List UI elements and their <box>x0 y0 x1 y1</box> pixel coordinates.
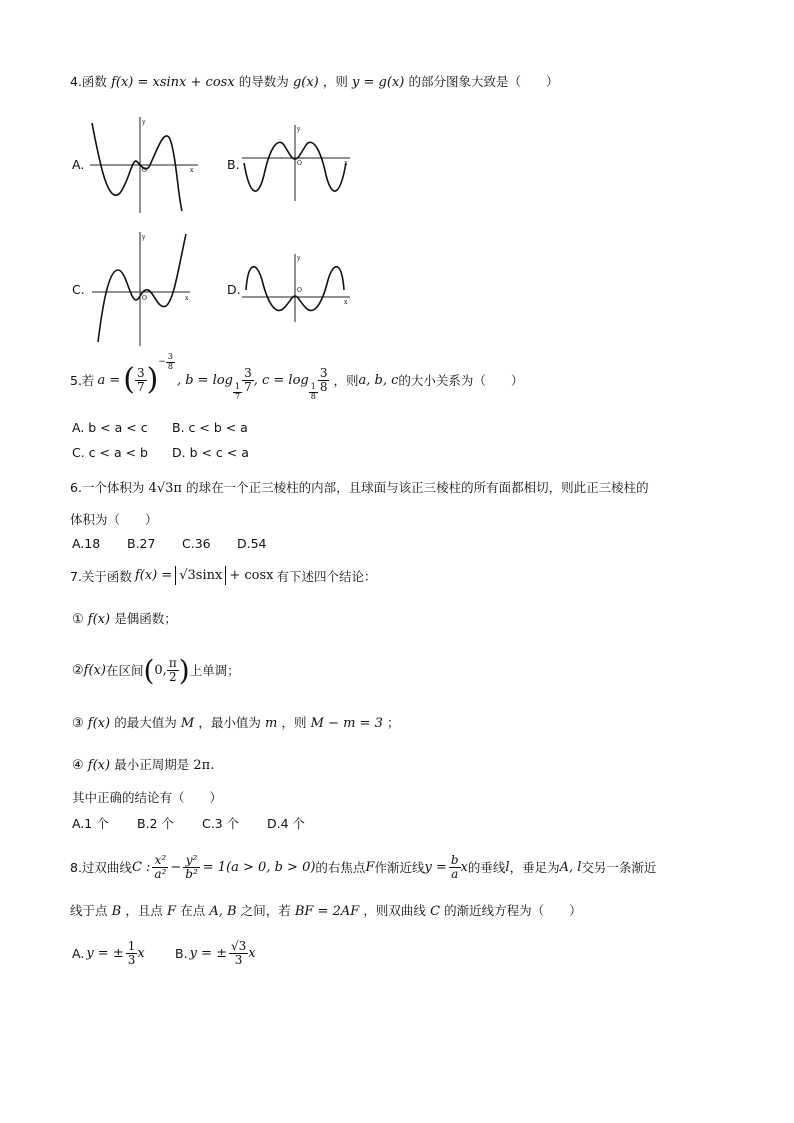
q5-option-c[interactable]: C. c < a < b <box>72 445 148 460</box>
q7-s3-mark: ③ <box>72 716 84 731</box>
q7-s3-c: ，则 <box>281 715 307 730</box>
q7-s3-b: ，最小值为 <box>198 715 261 730</box>
q8-minus: − <box>170 859 182 875</box>
q8-mid5: 交另一条渐近 <box>581 860 657 875</box>
q4-suffix: 的部分图象大致是（ ） <box>408 74 559 89</box>
q8-mid4: ，垂足为 <box>509 860 560 875</box>
q7-option-d[interactable]: D.4 个 <box>267 816 306 831</box>
graph-b-x-label: x <box>344 160 348 167</box>
q6-option-d[interactable]: D.54 <box>237 536 267 551</box>
graph-b-origin: O <box>297 160 302 167</box>
q8-line2-f: 的渐近线方程为（ ） <box>444 903 582 918</box>
graph-d-icon <box>240 252 355 324</box>
q8-eq: BF = 2AF <box>294 904 360 919</box>
q7-s2-close: ) <box>178 653 190 687</box>
q8-option-a-pre: y = ± <box>86 945 124 961</box>
graph-a-origin: O <box>142 167 147 174</box>
q6-suffix: 的球在一个正三棱柱的内部，且球面与该正三棱柱的所有面都相切，则此正三棱柱的 <box>186 480 649 495</box>
q7-s1-text: 是偶函数； <box>114 611 177 626</box>
q7-s4-a: 最小正周期是 <box>114 757 190 772</box>
graph-a-x-label: x <box>190 167 194 174</box>
q8-line2-a: 线于点 <box>70 903 108 918</box>
q5-a-lhs: a = <box>97 372 121 388</box>
q7-s2-open: ( <box>143 653 155 687</box>
q8-prefix: 8.过双曲线 <box>70 860 132 875</box>
q7-option-c[interactable]: C.3 个 <box>202 816 240 831</box>
q4-g: g(x) <box>292 75 319 90</box>
q7-s2-pre: 在区间 <box>105 663 144 678</box>
q7-stem <box>70 566 377 585</box>
q8-mid2: 作渐近线 <box>374 860 425 875</box>
q8-C2: C <box>430 904 441 919</box>
q5-a-frac: $\frac{3}{7}$ <box>136 365 145 394</box>
q4-option-b-label[interactable]: B. <box>227 157 240 172</box>
q6-line2: 体积为（ ） <box>70 512 158 527</box>
q8-line1 <box>70 845 656 889</box>
q5-option-d[interactable]: D. b < c < a <box>172 445 249 460</box>
q8-option-b-pre: y = ± <box>189 945 227 961</box>
q6-volume: 4√3π <box>148 481 182 496</box>
q8-line2 <box>70 901 582 919</box>
q8-Al: A, l <box>559 859 582 875</box>
q8-line2-c: 在点 <box>180 903 206 918</box>
q7-s3-f: f(x) <box>87 716 111 731</box>
q8-y-frac: $\frac{\text{y²}}{\text{b²}}$ <box>185 852 198 881</box>
q5-lparen: ( <box>123 362 135 397</box>
q5-b-arg: $\frac{3}{7}$ <box>244 365 252 394</box>
q8-option-b-label: B. <box>175 945 188 961</box>
q7-func-abs: √3sinx <box>175 566 226 585</box>
q7-func-rhs: + cosx <box>229 568 274 583</box>
q8-F: F <box>365 859 375 875</box>
q5-vars: a, b, c <box>358 372 399 388</box>
q7-statement-2 <box>72 650 240 690</box>
q7-s1-f: f(x) <box>87 612 111 627</box>
q6-line1 <box>70 478 649 496</box>
graph-c-icon <box>90 230 195 348</box>
q8-cond: = 1(a > 0, b > 0) <box>202 859 316 875</box>
q7-func-lhs: f(x) = <box>134 568 173 583</box>
q8-option-b[interactable] <box>175 933 256 973</box>
q8-option-a-label: A. <box>72 945 85 961</box>
q7-s4-f: f(x) <box>87 758 111 773</box>
q8-option-a-post: x <box>137 945 145 961</box>
q8-line2-e: ，则双曲线 <box>363 903 426 918</box>
q4-option-c-label[interactable]: C. <box>72 282 85 297</box>
q5-b-lhs: , b = log <box>176 372 233 388</box>
q7-suffix: 有下述四个结论： <box>276 568 377 584</box>
q7-statement-3 <box>72 713 400 731</box>
q5-c-arg: $\frac{3}{8}$ <box>319 365 328 394</box>
q8-mid1: 的右焦点 <box>315 860 366 875</box>
graph-b-icon <box>240 123 355 203</box>
q6-option-c[interactable]: C.36 <box>182 536 211 551</box>
q7-s3-a: 的最大值为 <box>114 715 177 730</box>
q5-c-lhs: , c = log <box>253 372 309 388</box>
q8-option-a-frac: $\frac{1}{3}$ <box>127 938 136 967</box>
q7-option-a[interactable]: A.1 个 <box>72 816 109 831</box>
q4-func: f(x) = xsinx + cosx <box>111 75 235 90</box>
graph-c-x-label: x <box>185 295 189 302</box>
q7-s4-mark: ④ <box>72 758 84 773</box>
graph-d-x-label: x <box>344 299 348 306</box>
graph-c-y-label: y <box>142 234 146 241</box>
q8-line2-d: 之间，若 <box>240 903 291 918</box>
q7-s2-post: 上单调； <box>189 663 240 678</box>
q5-option-a[interactable]: A. b < a < c <box>72 420 148 435</box>
q7-option-b[interactable]: B.2 个 <box>137 816 174 831</box>
q8-C: C : <box>131 859 151 875</box>
q8-option-b-post: x <box>248 945 256 961</box>
q5-a-exponent: − $\frac{3}{8}$ <box>158 352 173 371</box>
graph-b-y-label: y <box>297 126 301 133</box>
graph-a-icon <box>86 115 206 215</box>
q7-s1-mark: ① <box>72 612 84 627</box>
q8-B: B <box>111 904 122 919</box>
q4-option-a-label[interactable]: A. <box>72 157 85 172</box>
q8-option-a[interactable] <box>72 933 145 973</box>
q5-rparen: ) <box>146 362 159 397</box>
q8-x: x <box>460 859 468 875</box>
q5-mid: ，则 <box>333 373 359 388</box>
graph-d-origin: O <box>297 287 302 294</box>
q7-s4-val: 2π. <box>193 758 215 773</box>
q8-line2-b: ，且点 <box>125 903 163 918</box>
q4-option-d-label[interactable]: D. <box>227 282 241 297</box>
q7-s3-m: m <box>265 716 278 731</box>
q6-option-a[interactable]: A.18 <box>72 536 101 551</box>
q7-conclusion: 其中正确的结论有（ ） <box>72 790 223 805</box>
q7-statement-4 <box>72 755 214 773</box>
q7-s2-frac: $\frac{\pi}{2}$ <box>168 655 177 684</box>
graph-c-origin: O <box>142 295 147 302</box>
q5-suffix: 的大小关系为（ ） <box>398 373 524 388</box>
q6-option-b[interactable]: B.27 <box>127 536 156 551</box>
q8-ba-frac: $\frac{b}{a}$ <box>450 852 459 881</box>
q8-AB: A, B <box>209 904 237 919</box>
q7-s2-f: f(x) <box>83 662 106 678</box>
q7-s2-zero: 0, <box>154 662 167 678</box>
graph-a-y-label: y <box>142 119 146 126</box>
q4-y: y = g(x) <box>352 75 405 90</box>
q4-mid: 的导数为 <box>238 74 289 89</box>
q8-mid3: 的垂线 <box>467 860 506 875</box>
q8-option-b-frac: $\frac{√3}{3}$ <box>230 938 247 967</box>
q7-s2-mark: ② <box>72 662 84 678</box>
q8-x-frac: $\frac{\text{x²}}{\text{a²}}$ <box>154 852 167 881</box>
q5-b-base: $\frac{1}{7}$ <box>235 382 241 401</box>
q5-option-b[interactable]: B. c < b < a <box>172 420 248 435</box>
q5-prefix: 5.若 <box>70 373 95 388</box>
q6-prefix: 6.一个体积为 <box>70 480 145 495</box>
q7-s3-M: M <box>180 716 195 731</box>
q4-stem <box>70 72 559 90</box>
q7-s3-d: ； <box>387 715 400 730</box>
q7-s3-eq: M − m = 3 <box>310 716 383 731</box>
q5-stem <box>70 352 523 408</box>
q8-l: l <box>505 859 510 875</box>
q7-statement-1 <box>72 609 177 627</box>
graph-d-y-label: y <box>297 255 301 262</box>
q5-c-base: $\frac{1}{8}$ <box>310 382 316 401</box>
q7-prefix: 7.关于函数 <box>70 568 132 584</box>
q4-prefix: 4.函数 <box>70 74 107 89</box>
q8-yeq: y = <box>424 859 447 875</box>
q4-mid2: ，则 <box>322 74 348 89</box>
q8-F2: F <box>167 904 177 919</box>
